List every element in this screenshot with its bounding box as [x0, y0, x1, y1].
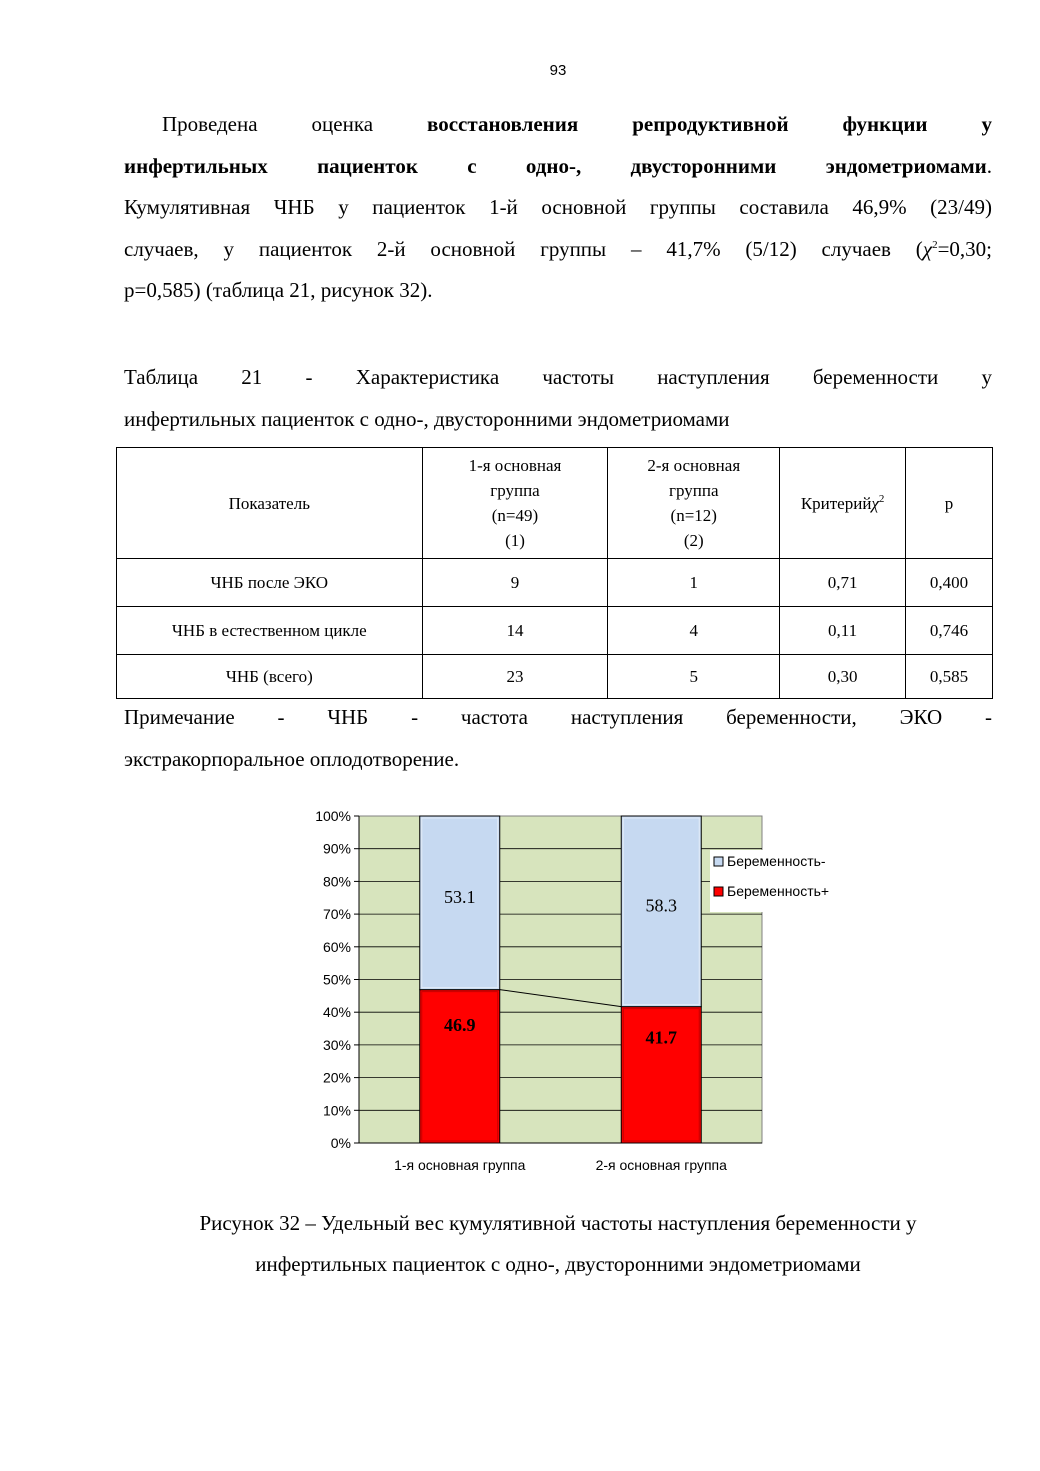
table-cell: 0,30 [780, 655, 906, 699]
table-cell: ЧНБ (всего) [117, 655, 423, 699]
table-cell: 5 [608, 655, 780, 699]
table-cell: 1 [608, 559, 780, 607]
stacked-bar-chart [290, 800, 870, 1180]
header-p: p [906, 448, 993, 559]
intro-line-4 [124, 229, 992, 271]
header-line: 1-я основная [468, 456, 562, 475]
table-row [117, 607, 993, 655]
chi-symbol: χ [871, 493, 879, 513]
bar-segment [420, 990, 500, 1143]
intro-line-5: p=0,585) (таблица 21, рисунок 32). [124, 278, 433, 302]
chi-symbol: χ [922, 236, 933, 261]
intro-text: =0,30; [937, 236, 992, 261]
header-criterion [780, 448, 906, 559]
y-tick-label: 10% [322, 1102, 351, 1119]
header-line: (1) [505, 531, 525, 550]
y-tick-label: 60% [322, 938, 351, 955]
table-cell: ЧНБ в естественном цикле [117, 607, 423, 655]
table-cell: 0,746 [906, 607, 993, 655]
note-line-2: экстракорпоральное оплодотворение. [124, 746, 460, 771]
header-line: 2-я основная [647, 456, 741, 475]
intro-text: оценка [311, 112, 374, 136]
table-cell: ЧНБ после ЭКО [117, 559, 423, 607]
header-line: (n=49) [491, 506, 539, 525]
page-number: 93 [549, 62, 567, 79]
table-header-row [117, 448, 993, 559]
intro-line-2 [124, 146, 992, 188]
table-cell: 4 [608, 607, 780, 655]
table-cell: 23 [422, 655, 608, 699]
intro-line-1 [124, 104, 992, 146]
data-label: 53.1 [444, 886, 476, 907]
legend-swatch [714, 857, 723, 866]
header-group1 [422, 448, 608, 559]
y-tick-label: 0% [330, 1135, 351, 1151]
table-cell: 0,71 [780, 559, 906, 607]
intro-paragraph [124, 104, 992, 312]
intro-bold-text: восстановления репродуктивной функции у [427, 112, 992, 136]
table-cell: 0,585 [906, 655, 993, 699]
intro-text: . [986, 153, 992, 178]
table-caption [124, 357, 992, 440]
legend-label: Беременность+ [727, 883, 830, 899]
header-group2 [608, 448, 780, 559]
x-tick-label: 2-я основная группа [595, 1157, 727, 1173]
intro-text: случаев, у пациенток 2-й основной группы – 41,7% (5/12) случаев ( [124, 236, 923, 261]
table-cell: 0,400 [906, 559, 993, 607]
table-cell: 9 [422, 559, 608, 607]
table-cell: 14 [422, 607, 608, 655]
y-tick-label: 20% [322, 1069, 351, 1086]
header-indicator: Показатель [117, 448, 423, 559]
table-row [117, 559, 993, 607]
data-table [116, 447, 993, 699]
superscript: 2 [878, 492, 885, 505]
y-tick-label: 40% [322, 1004, 351, 1021]
y-tick-label: 50% [322, 971, 351, 988]
data-label: 46.9 [444, 1015, 476, 1036]
table-caption-line-1: Таблица 21 - Характеристика частоты наступления беременности у [124, 365, 992, 389]
y-tick-label: 90% [322, 840, 351, 857]
chart-svg [290, 800, 870, 1180]
intro-text: Проведена [162, 112, 258, 136]
table-row [117, 655, 993, 699]
data-label: 41.7 [645, 1027, 677, 1048]
figure-caption [120, 1203, 996, 1285]
legend-swatch [714, 887, 723, 896]
intro-line-3: Кумулятивная ЧНБ у пациенток 1-й основной группы составила 46,9% (23/49) [124, 195, 992, 219]
y-tick-label: 30% [322, 1036, 351, 1053]
table-note [124, 697, 992, 780]
header-line: группа [490, 481, 540, 500]
data-label: 58.3 [645, 895, 677, 916]
legend-label: Беременность- [727, 853, 826, 869]
y-tick-label: 100% [315, 808, 351, 824]
header-criterion-label: Критерий [800, 493, 872, 513]
header-line: группа [669, 481, 719, 500]
figure-caption-line-2: инфертильных пациенток с одно-, двусторонними эндометриомами [255, 1252, 861, 1276]
figure-caption-line-1: Рисунок 32 – Удельный вес кумулятивной частоты наступления беременности у [199, 1211, 917, 1235]
x-tick-label: 1-я основная группа [394, 1157, 526, 1173]
y-tick-label: 70% [322, 906, 351, 923]
table-caption-line-2: инфертильных пациенток с одно-, двусторонними эндометриомами [124, 406, 730, 431]
header-line: (n=12) [670, 506, 717, 525]
superscript: 2 [932, 238, 938, 251]
y-tick-label: 80% [322, 873, 351, 890]
intro-bold-text: инфертильных пациенток с одно-, двусторонними эндометриомами [124, 153, 987, 178]
table-cell: 0,11 [780, 607, 906, 655]
note-line-1: Примечание - ЧНБ - частота наступления беременности, ЭКО - [124, 705, 992, 729]
header-line: (2) [683, 531, 704, 550]
